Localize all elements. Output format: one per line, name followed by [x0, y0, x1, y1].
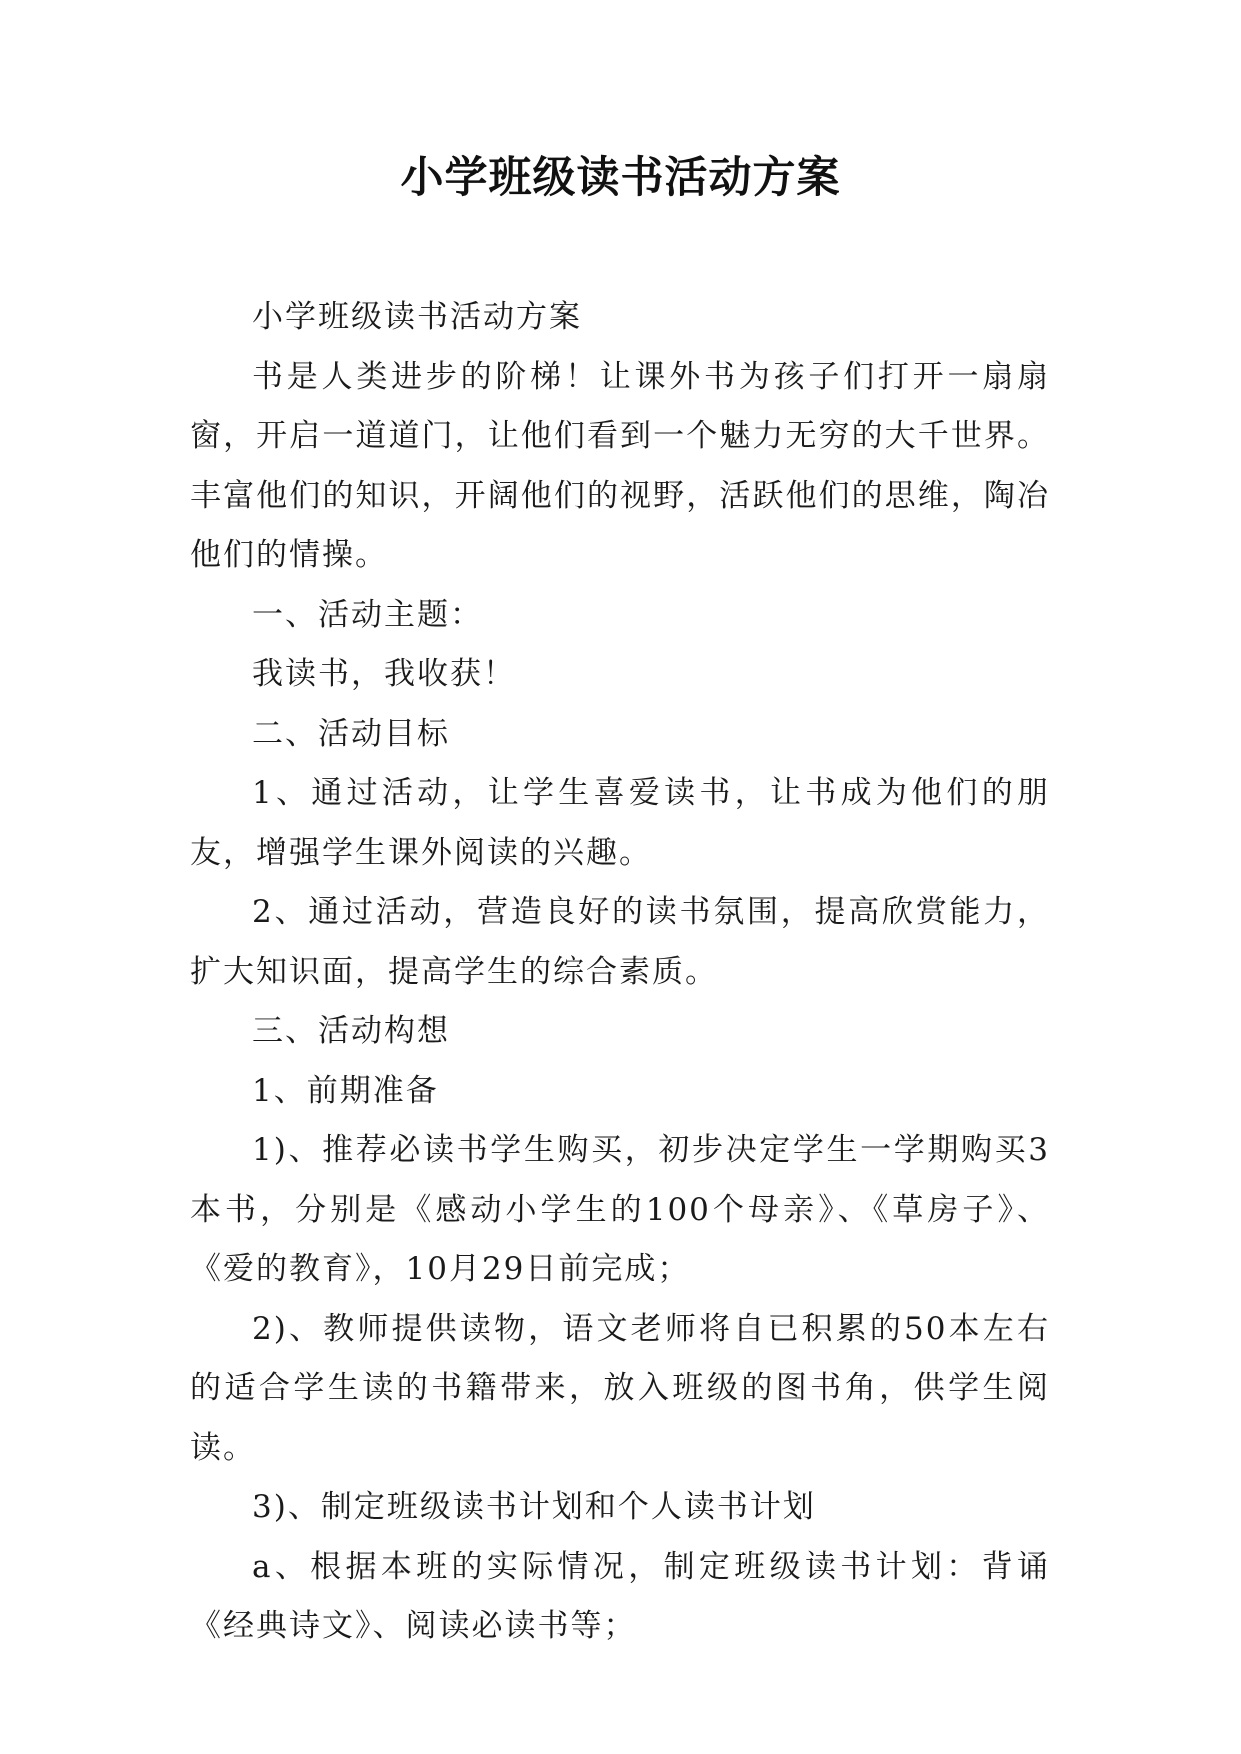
paragraph-goal-1: 1、通过活动，让学生喜爱读书，让书成为他们的朋友，增强学生课外阅读的兴趣。 — [190, 775, 1050, 871]
paragraph-theme: 我读书，我收获！ — [252, 656, 516, 692]
section-heading-theme: 一、活动主题： — [252, 596, 483, 633]
document-title: 小学班级读书活动方案 — [400, 153, 841, 203]
paragraph-goal-2: 2、通过活动，营造良好的读书氛围，提高欣赏能力，扩大知识面，提高学生的综合素质。 — [190, 894, 1050, 990]
section-heading-goals: 二、活动目标 — [252, 715, 450, 752]
subsection-heading-preparation: 1、前期准备 — [252, 1072, 439, 1109]
paragraph-heading: 小学班级读书活动方案 — [252, 299, 582, 335]
paragraph-prep-3a: a、根据本班的实际情况，制定班级读书计划：背诵《经典诗文》、阅读必读书等； — [190, 1548, 1050, 1644]
paragraph-intro: 书是人类进步的阶梯！让课外书为孩子们打开一扇扇窗，开启一道道门，让他们看到一个魅力无穷的大千世界。丰富他们的知识，开阔他们的视野，活跃他们的思维，陶冶他们的情操。 — [190, 358, 1050, 573]
section-heading-plan: 三、活动构想 — [252, 1013, 450, 1049]
paragraph-prep-1: 1)、推荐必读书学生购买，初步决定学生一学期购买3本书，分别是《感动小学生的100个母亲》、《草房子》、《爱的教育》，10月29日前完成； — [190, 1132, 1050, 1287]
paragraph-prep-3: 3)、制定班级读书计划和个人读书计划 — [252, 1489, 816, 1525]
paragraph-prep-2: 2)、教师提供读物，语文老师将自已积累的50本左右的适合学生读的书籍带来，放入班级的图书角，供学生阅读。 — [190, 1310, 1050, 1466]
document-body — [190, 288, 1050, 1657]
